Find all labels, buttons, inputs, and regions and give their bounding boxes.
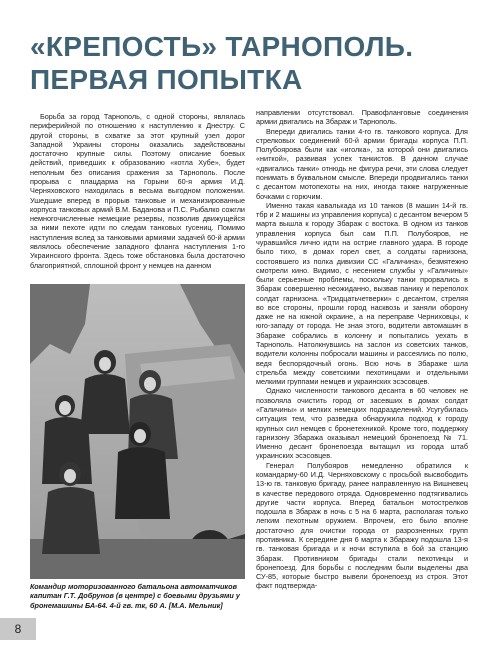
paragraph: Борьба за город Тарнополь, с одной стороны, являлась периферийной по отношению к наступлению к Днестру. С другой стороны, в схватке за этот крупный узел дорог Западной Украины стороны оказались задействованы достаточно крупные силы. Поэтому описание боевых действий, приведших к образованию «котла Хубе», будет неполным без описания сражения за Тарнополь. После прорыва с плацдарма на Горыни 60-я армия И.Д. Черняховского находилась в весьма выгодном положении. Ушедшие вперед в прорыв танковые и механизированные корпуса танковых армий В.М. Баданова и П.С. Рыбалко сожгли немногочисленные немецкие резервы, позволив движущейся за ними пехоте идти по следам танковых гусениц. Помимо наступления вслед за танковыми армиями задачей 60-й армии являлось обеспечение западного фланга наступления 1-го Украинского фронта. Здесь тоже обстановка была достаточно благоприятной, сплошной фронт у немцев на данном [30, 112, 245, 270]
paragraph: Именно такая кавалькада из 10 танков (8 машин 14-й гв. тбр и 2 машины из управления корпуса) с десантом вечером 5 марта вышла к городу Збараж с востока. В одном из танков управления корпуса был сам П.П. Полубояров, не чуравшийся лично идти на острие главного удара. В городе было тихо, в домах горел свет, а солдаты гарнизона, состоявшего из полка дивизии СС «Галичина», безмятежно смотрели кино. Видимо, с несением службы у «Галичины» были серьезные проблемы, поскольку танки прорвались в Збараж совершенно неожиданно, вызвав панику и переполох солдат гарнизона. «Тридцатьчетверки» с десантом, стреляя во все стороны, прошли город насквозь и заняли оборону даже не на южной окраине, а на переправе Черниховцы, к юго-западу от города. Не зная этого, водители автомашин в Збараже собрались в колонну и попытались уехать в Тарнополь. Натолкнувшись на заслон из советских танков, водители колонны побросали машины и рассеялись по полю, ведя беспорядочный огонь. Всю ночь в Збараже шла стрельба между советскими пехотинцами и отдельными мелкими группами немцев и украинских эсэсовцев. [256, 200, 468, 387]
chapter-title-line2: ПЕРВАЯ ПОПЫТКА [30, 64, 303, 95]
page-number-badge [0, 618, 36, 640]
chapter-title [30, 30, 450, 96]
historical-photo [30, 284, 245, 579]
paragraph: Впереди двигались танки 4-го гв. танкового корпуса. Для стрелковых соединений 60-й армии бригады корпуса П.П. Полубоярова были как «иголка», за которой они двигались «ниткой», развивая успех танкистов. В данном случае «двигались танки» отнюдь не фигура речи, эти слова следует понимать в буквальном смысле. Впереди продвигались танки с десантом мотопехоты на них, иногда также нагруженные бочками с горючим. [256, 126, 468, 201]
page-number: 8 [14, 622, 22, 636]
photo-caption: Командир моторизованного батальона автоматчиков капитан Г.Т. Добрунов (в центре) с боевыми друзьями у бронемашины БА-64. 4-й гв. тк, 60 А. [М.А. Мельник] [30, 582, 240, 610]
paragraph: Однако численности танкового десанта в 60 человек не позволяла очистить город от засевших в домах солдат «Галичины» и мелких немецких подразделений. Усугубилась ситуация тем, что разведка обнаружила подход к городу крупных сил немцев с бронетехникой. Кроме того, поддержку гарнизону Збаража оказывал немецкий бронепоезд № 71. Именно десант бронепоезда вытащил из города штаб украинских эсэсовцев. [256, 386, 468, 461]
left-text-column [30, 112, 245, 270]
photo-illustration [30, 284, 245, 579]
paragraph: Генерал Полубояров немедленно обратился к командарму-60 И.Д. Черняховскому с просьбой высвободить 13-ю гв. танковую бригаду, ранее направленную на Вишневец в качестве передового отряда. Одновременно подтягивались другие части корпуса. Вперед батальон мотострелков подошла в Збараж в ночь с 5 на 6 марта, располагая только легким пехотным оружием. Впрочем, его было вполне достаточно для очистки города от разрозненных групп противника. К середине дня 6 марта к Збаражу подошла 13-я гв. танковая бригада и к ночи вступила в бой за станцию Збараж. Противником бригады стали пехотинцы и бронепоезд. Для борьбы с последним были выделены два СУ-85, которые быстро вывели бронепоезд из строя. Этот факт подтвержда- [256, 460, 468, 591]
chapter-title-line1: «КРЕПОСТЬ» ТАРНОПОЛЬ. [30, 31, 414, 62]
right-text-column [256, 108, 468, 591]
paragraph: направлении отсутствовал. Правофланговые соединения армии двигались на Збараж и Тарнополь. [256, 108, 468, 127]
